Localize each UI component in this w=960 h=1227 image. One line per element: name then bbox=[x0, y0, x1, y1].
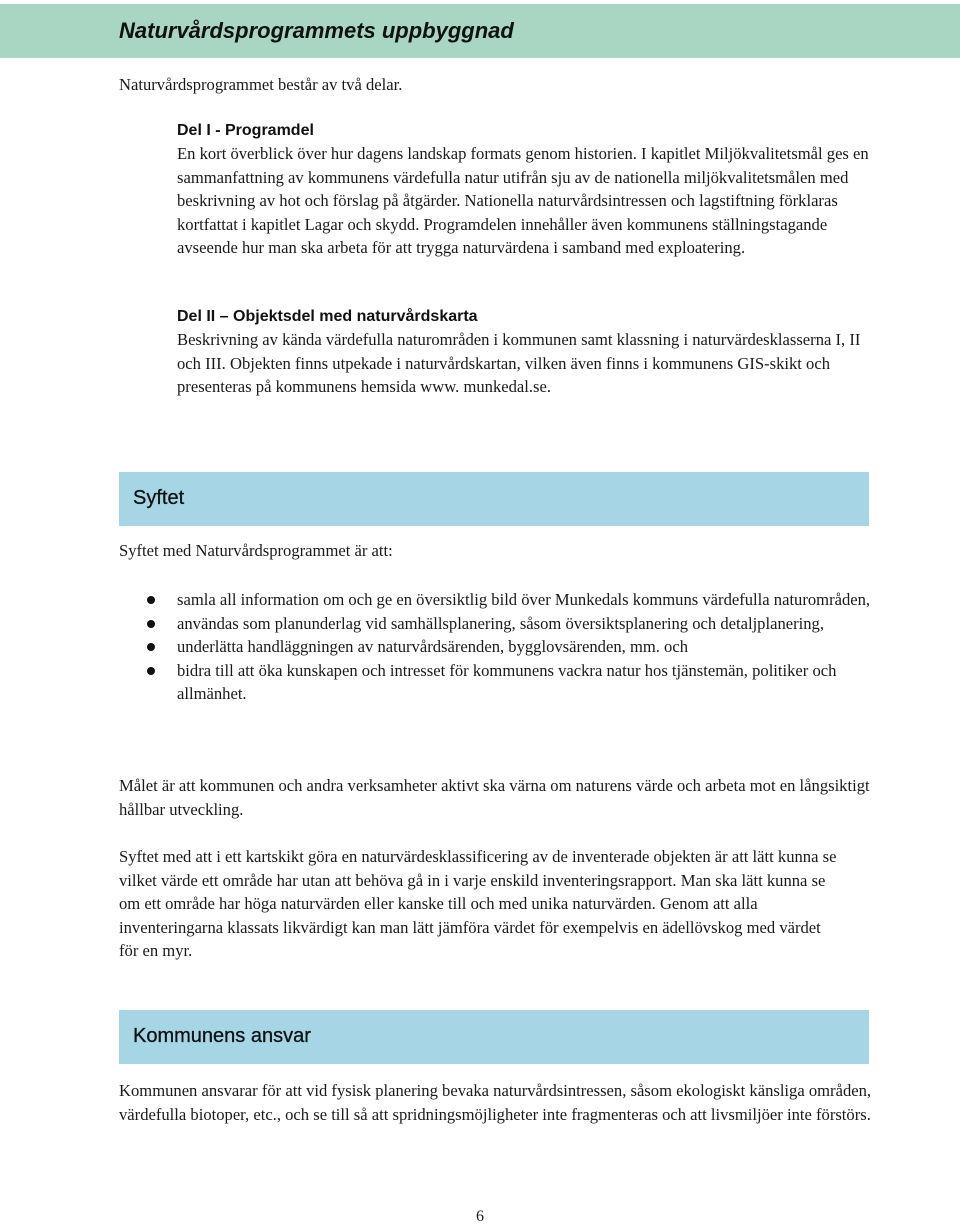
bullet-icon bbox=[147, 643, 155, 651]
part-2-title: Del II – Objektsdel med naturvårdskarta bbox=[177, 308, 478, 325]
malet-paragraph: Målet är att kommunen och andra verksamheter aktivt ska värna om naturens värde och arbeta mot en långsiktigt hållbar utveckling. bbox=[119, 776, 870, 819]
ansvar-title: Kommunens ansvar bbox=[133, 1025, 311, 1047]
list-item bbox=[177, 588, 887, 612]
part-2 bbox=[177, 305, 877, 399]
bullet-icon bbox=[147, 667, 155, 675]
heading-banner bbox=[0, 4, 960, 58]
bullet-text: samla all information om och ge en översiktlig bild över Munkedals kommuns värdefulla naturområden, bbox=[177, 590, 871, 609]
syftet-lead: Syftet med Naturvårdsprogrammet är att: bbox=[119, 541, 393, 560]
bullet-icon bbox=[147, 620, 155, 628]
ansvar-paragraph: Kommunen ansvarar för att vid fysisk planering bevaka naturvårdsintressen, såsom ekologiskt känsliga områden, värdefulla biotoper, etc., och se till så att spridningsmöjligheter inte fragmenteras och att livsmiljöer inte förstörs. bbox=[119, 1081, 872, 1124]
intro-text: Naturvårdsprogrammet består av två delar. bbox=[119, 75, 403, 94]
list-item bbox=[177, 612, 887, 636]
part-1 bbox=[177, 119, 877, 260]
part-2-text: Beskrivning av kända värdefulla naturområden i kommunen samt klassning i naturvärdesklasserna I, II och III. Objekten finns utpekade i naturvårdskartan, vilken även finns i kommunens GIS-skikt och presenteras på kommunens hemsida www. munkedal.se. bbox=[177, 330, 861, 396]
page-number: 6 bbox=[476, 1208, 484, 1225]
syftet-bullet-list bbox=[177, 588, 887, 706]
bullet-text: underlätta handläggningen av naturvårdsärenden, bygglovsärenden, mm. och bbox=[177, 637, 689, 656]
list-item bbox=[177, 635, 887, 659]
part-1-text: En kort överblick över hur dagens landskap formats genom historien. I kapitlet Miljökvalitetsmål ges en sammanfattning av kommunens värdefulla natur utifrån sju av de nationella miljökvalitetsmålen med beskrivning av hot och förslag på åtgärder. Nationella naturvårdsintressen och lagstiftning förklaras kortfattat i kapitlet Lagar och skydd. Programdelen innehåller även kommunens ställningstagande avseende hur man ska arbeta för att trygga naturvärdena i samband med exploatering. bbox=[177, 144, 869, 257]
bullet-text: bidra till att öka kunskapen och intresset för kommunens vackra natur hos tjänstemän, politiker och allmänhet. bbox=[177, 660, 837, 703]
syftet-section-header bbox=[119, 472, 869, 526]
bullet-icon bbox=[147, 596, 155, 604]
page-heading: Naturvårdsprogrammets uppbyggnad bbox=[119, 18, 514, 43]
part-1-title: Del I - Programdel bbox=[177, 122, 314, 139]
ansvar-section-header bbox=[119, 1010, 869, 1064]
syftet-title: Syftet bbox=[133, 487, 185, 509]
kartskikt-paragraph: Syftet med att i ett kartskikt göra en naturvärdesklassificering av de inventerade objekten är att lätt kunna se vilket värde ett område har utan att behöva gå in i varje enskild inventeringsrapport. Man ska lätt kunna se om ett område har höga naturvärden eller kanske till och med unika naturvärden. Genom att alla inventeringarna klassats likvärdigt kan man lätt jämföra värdet för exempelvis en ädellövskog med värdet för en myr. bbox=[119, 847, 837, 960]
list-item bbox=[177, 659, 887, 706]
bullet-text: användas som planunderlag vid samhällsplanering, såsom översiktsplanering och detaljplanering, bbox=[177, 613, 824, 633]
